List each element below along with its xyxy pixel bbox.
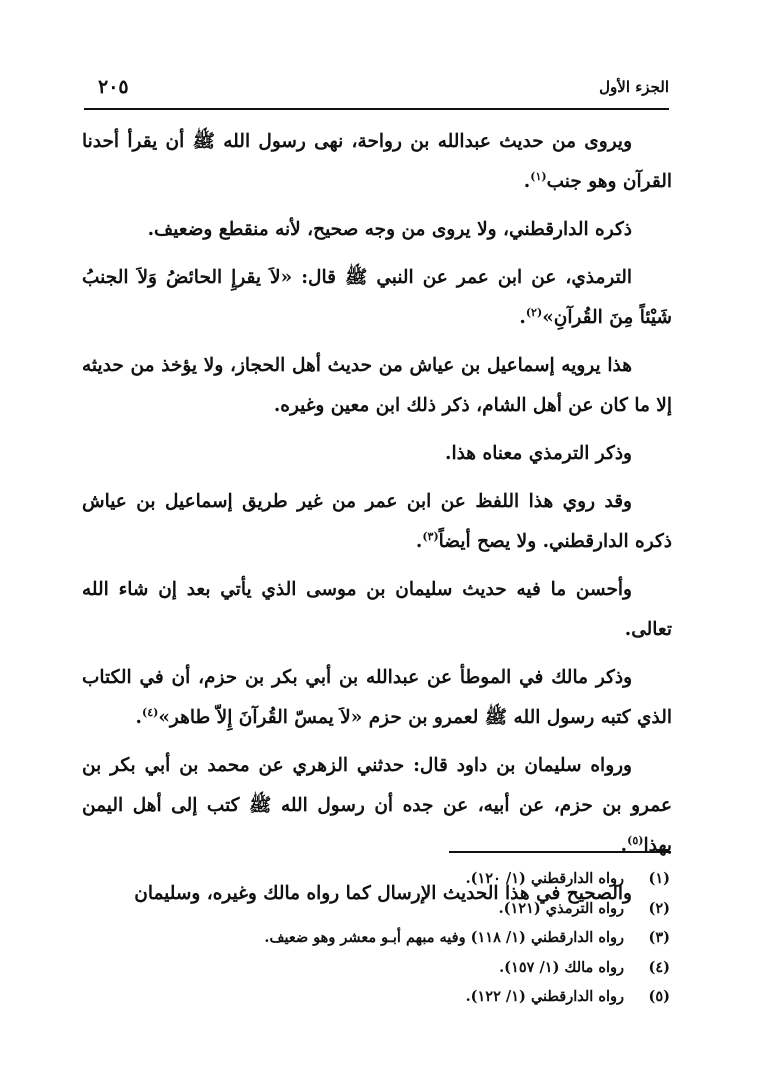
paragraph: الترمذي، عن ابن عمر عن النبي ﷺ قال: «لاَ يقرإِ الحائضُ وَلاَ الجنبُ شَيْئاً مِنَ القُرآنِ»$^{(٢)}$. xyxy=(82,267,672,328)
footnote-item: (٥)رواه الدارقطني (١/ ١٢٢). xyxy=(465,988,670,1005)
paragraph: والصحيح في هذا الحديث الإرسال كما رواه مالك وغيره، وسليمان xyxy=(134,883,632,904)
main-text xyxy=(82,122,672,922)
paragraph: ذكره الدارقطني، ولا يروى من وجه صحيح، لأنه منقطع وضعيف. xyxy=(147,219,632,240)
paragraph: وأحسن ما فيه حديث سليمان بن موسى الذي يأتي بعد إن شاء الله تعالى. xyxy=(82,579,672,640)
paragraph: وقد روي هذا اللفظ عن ابن عمر من غير طريق إسماعيل بن عياش ذكره الدارقطني. ولا يصح أيضاً$^{(٣)}$. xyxy=(82,491,672,552)
paragraph: وذكر الترمذي معناه هذا. xyxy=(445,443,632,464)
paragraph: ورواه سليمان بن داود قال: حدثني الزهري عن محمد بن أبي بكر بن عمرو بن حزم، عن أبيه، عن جده أن رسول الله ﷺ كتب إلى أهل اليمن بهذا$^{(٥)}$. xyxy=(82,755,672,856)
running-header xyxy=(84,76,669,110)
footnote-item: (١)رواه الدارقطني (١/ ١٢٠). xyxy=(465,870,670,887)
footnotes xyxy=(150,864,670,1012)
footnote-ref[interactable]: (٥) xyxy=(627,833,644,847)
footnote-separator xyxy=(449,851,671,853)
paragraph: وذكر مالك في الموطأ عن عبدالله بن أبي بكر بن حزم، أن في الكتاب الذي كتبه رسول الله ﷺ لعمرو بن حزم «لاَ يمسّ القُرآنَ إِلاّ طاهر»$^{(٤)}$. xyxy=(82,667,672,728)
footnote-ref[interactable]: (١) xyxy=(530,169,547,183)
paragraph: هذا يرويه إسماعيل بن عياش من حديث أهل الحجاز، ولا يؤخذ من حديثه إلا ما كان عن أهل الشام، ذكر ذلك ابن معين وغيره. xyxy=(82,355,672,416)
footnote-ref[interactable]: (٣) xyxy=(422,529,439,543)
header-rule xyxy=(84,108,669,110)
footnote-item: (٤)رواه مالك (١/ ١٥٧). xyxy=(499,958,670,976)
volume-title: الجزء الأول xyxy=(599,78,669,96)
footnote-ref[interactable]: (٤) xyxy=(141,705,159,719)
page-number: ٢٠٥ xyxy=(98,76,129,98)
footnote-item: (٣)رواه الدارقطني (١/ ١١٨) وفيه مبهم أبـو معشر وهو ضعيف. xyxy=(264,929,670,946)
paragraph: ويروى من حديث عبدالله بن رواحة، نهى رسول الله ﷺ أن يقرأ أحدنا القرآن وهو جنب$^{(١)}$. xyxy=(82,131,672,192)
footnote-item: (٢)رواه الترمذي (١٢١). xyxy=(498,899,670,917)
footnote-ref[interactable]: (٢) xyxy=(525,305,543,319)
